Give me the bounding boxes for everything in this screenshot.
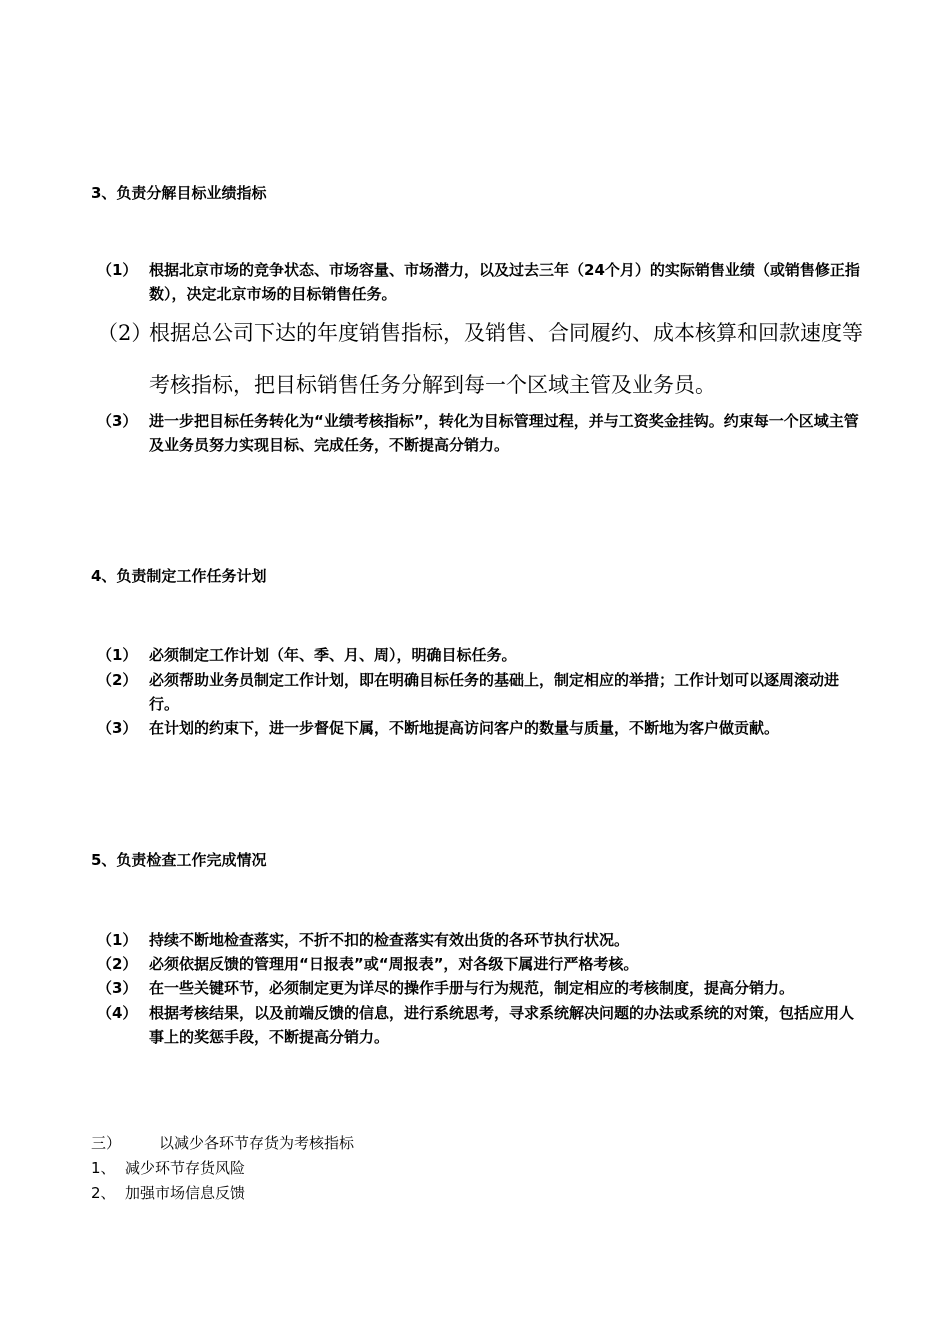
section-5-heading: 5、负责检查工作完成情况: [91, 851, 267, 869]
item-number: （3）: [97, 719, 138, 737]
item-text: 根据考核结果，以及前端反馈的信息，进行系统思考，寻求系统解决问题的办法或系统的对策，包括应用人事上的奖惩手段，不断提高分销力。: [149, 1004, 855, 1046]
item-number: （3）: [97, 979, 138, 997]
part-3-item-text: 加强市场信息反馈: [125, 1184, 246, 1202]
part-3-title: 以减少各环节存货为考核指标: [159, 1134, 355, 1152]
list-item-large: [97, 307, 877, 411]
item-text: 根据总公司下达的年度销售指标，及销售、合同履约、成本核算和回款速度等考核指标，把目标销售任务分解到每一个区域主管及业务员。: [149, 321, 863, 397]
item-number: （1）: [97, 646, 138, 664]
part-3-number: 三）: [91, 1134, 122, 1152]
item-text: 在一些关键环节，必须制定更为详尽的操作手册与行为规范，制定相应的考核制度，提高分销力。: [149, 979, 795, 997]
list-item: [97, 668, 867, 716]
item-number: （4）: [97, 1004, 138, 1022]
part-3-item-number: 1、: [91, 1159, 116, 1177]
list-item: [97, 928, 867, 952]
item-number: （2）: [97, 671, 138, 689]
item-number: （3）: [97, 412, 138, 430]
item-number: （1）: [97, 261, 138, 279]
list-item: [97, 643, 867, 667]
item-number: （1）: [97, 931, 138, 949]
item-number: （2）: [97, 955, 138, 973]
item-text: 进一步把目标任务转化为“业绩考核指标”，转化为目标管理过程，并与工资奖金挂钩。约束每一个区域主管及业务员努力实现目标、完成任务，不断提高分销力。: [149, 412, 859, 454]
list-item: [97, 1001, 867, 1049]
item-text: 持续不断地检查落实，不折不扣的检查落实有效出货的各环节执行状况。: [149, 931, 630, 949]
list-item: [97, 976, 867, 1000]
part-3-item-number: 2、: [91, 1184, 116, 1202]
part-3-item-text: 减少环节存货风险: [125, 1159, 246, 1177]
section-3-heading: 3、负责分解目标业绩指标: [91, 184, 267, 202]
item-text: 必须制定工作计划（年、季、月、周），明确目标任务。: [149, 646, 517, 664]
item-number: （2）: [97, 321, 153, 345]
list-item: [97, 409, 867, 457]
list-item: [97, 716, 867, 740]
item-text: 必须帮助业务员制定工作计划，即在明确目标任务的基础上，制定相应的举措；工作计划可以逐周滚动进行。: [149, 671, 840, 713]
item-text: 在计划的约束下，进一步督促下属，不断地提高访问客户的数量与质量，不断地为客户做贡献。: [149, 719, 780, 737]
list-item: [97, 952, 867, 976]
section-4-heading: 4、负责制定工作任务计划: [91, 567, 267, 585]
item-text: 根据北京市场的竞争状态、市场容量、市场潜力，以及过去三年（24个月）的实际销售业绩（或销售修正指数），决定北京市场的目标销售任务。: [149, 261, 860, 303]
list-item: [97, 258, 867, 306]
item-text: 必须依据反馈的管理用“日报表”或“周报表”，对各级下属进行严格考核。: [149, 955, 639, 973]
